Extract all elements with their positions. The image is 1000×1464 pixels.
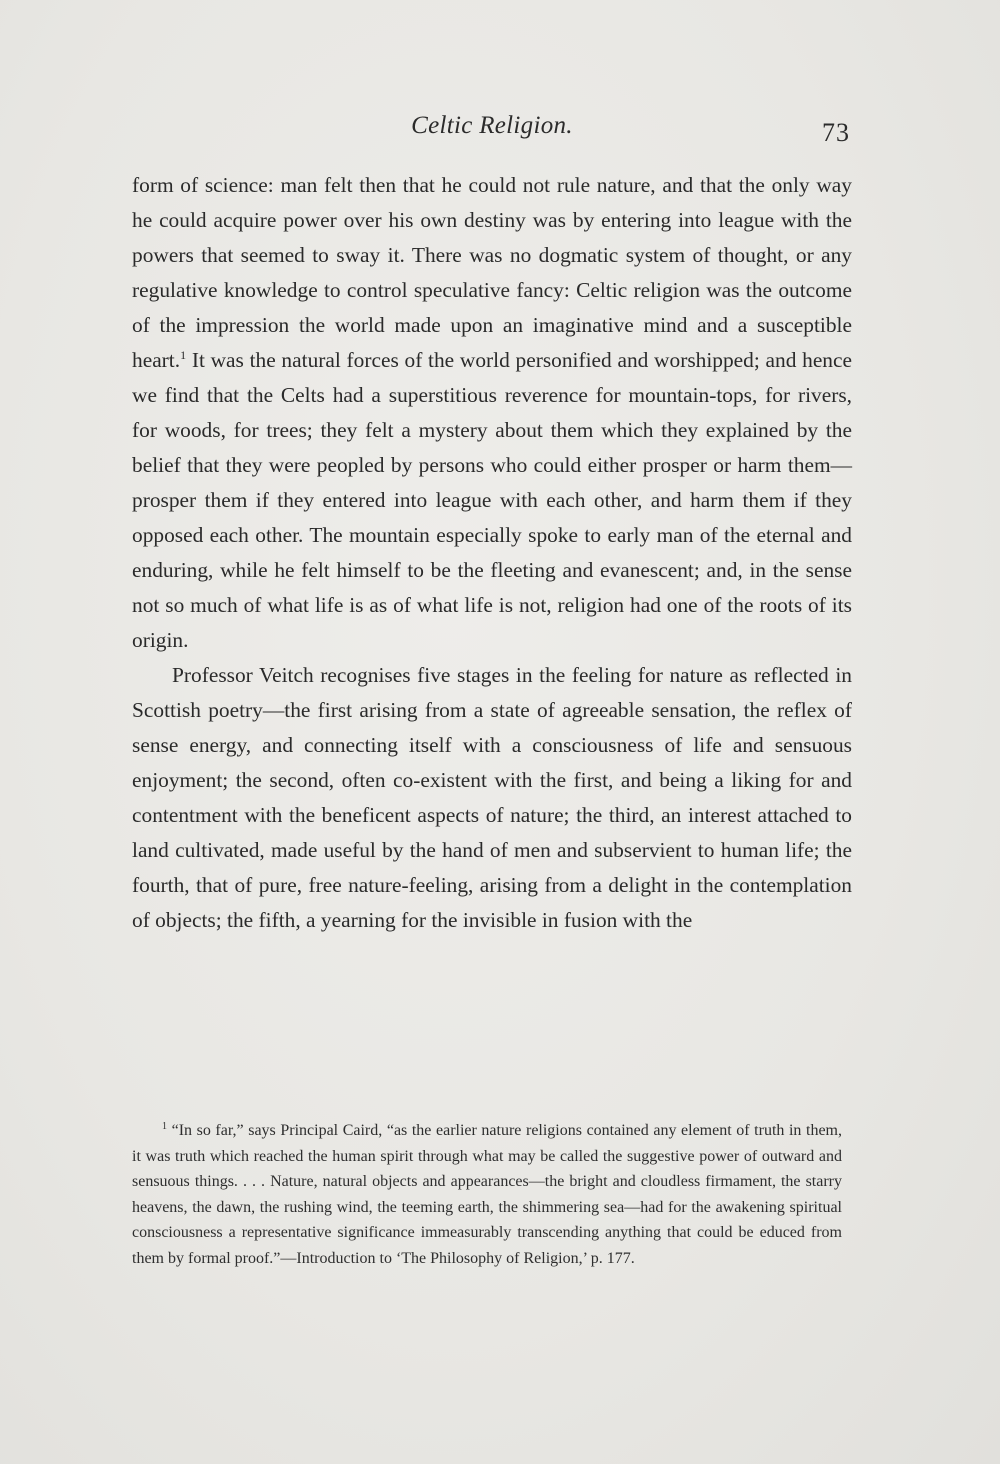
running-title: Celtic Religion. bbox=[411, 112, 573, 139]
page-number: 73 bbox=[822, 118, 850, 147]
footnote-reference: 1 bbox=[180, 348, 187, 362]
paragraph-1-text-b: It was the natural forces of the world personified and worshipped; and hence we find that the Celts had a superstitious reverence for mountain-tops, for rivers, for woods, for trees; they felt a mystery about them which they explained by the belief that they were peopled by persons who could either prosper or harm them—prosper them if they entered into league with each other, and harm them if they opposed each other. The mountain especially spoke to early man of the eternal and enduring, while he felt himself to be the fleeting and evanescent; and, in the sense not so much of what life is as of what life is not, religion had one of the roots of its origin. bbox=[132, 348, 852, 652]
paragraph-2: Professor Veitch recognises five stages in the feeling for nature as reflected in Scottish poetry—the first arising from a state of agreeable sensation, the reflex of sense energy, and connecting itself with a consciousness of life and sensuous enjoyment; the second, often co-existent with the first, and being a liking for and contentment with the beneficent aspects of nature; the third, an interest attached to land cultivated, made useful by the hand of men and subservient to human life; the fourth, that of pure, free nature-feeling, arising from a delight in the contemplation of objects; the fifth, a yearning for the invisible in fusion with the bbox=[132, 663, 852, 932]
paragraph-1 bbox=[132, 168, 852, 658]
footnote-marker: 1 bbox=[162, 1121, 167, 1132]
paragraph-1-text-a: form of science: man felt then that he could not rule nature, and that the only way he could acquire power over his own destiny was by entering into league with the powers that seemed to sway it. There was no dogmatic system of thought, or any regulative knowledge to control speculative fancy: Celtic religion was the outcome of the impression the world made upon an imaginative mind and a susceptible heart. bbox=[132, 173, 852, 372]
footnote-text: “In so far,” says Principal Caird, “as the earlier nature religions contained any element of truth in them, it was truth which reached the human spirit through what may be called the suggestive power of outward and sensuous things. . . . Nature, natural objects and appearances—the bright and cloudless firmament, the starry heavens, the dawn, the rushing wind, the teeming earth, the shimmering sea—had for the awakening spiritual consciousness a representative significance immeasurably transcending anything that could be educed from them by formal proof.”—Introduction to ‘The Philosophy of Religion,’ p. 177. bbox=[132, 1122, 843, 1267]
footnote-text-block bbox=[132, 1118, 842, 1271]
footnote bbox=[132, 1118, 842, 1271]
running-head bbox=[132, 112, 852, 152]
body-text bbox=[132, 168, 852, 938]
